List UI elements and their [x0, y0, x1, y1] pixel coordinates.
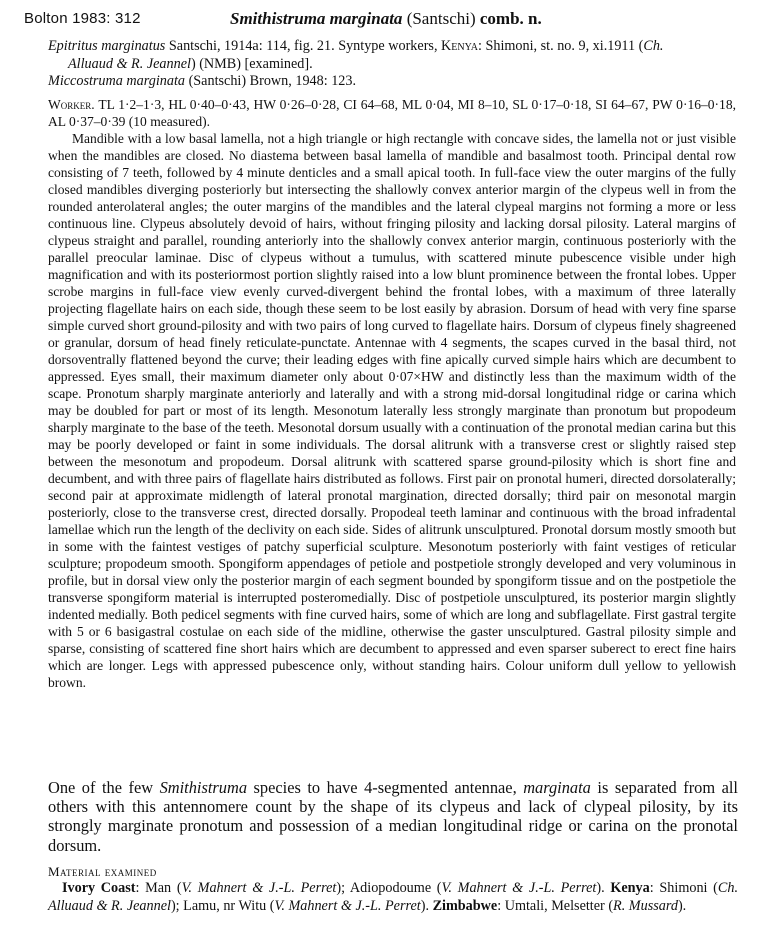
synonym-1-collector-a: Ch. [643, 38, 664, 54]
diagnostic-remark [48, 778, 738, 855]
collector: V. Mahnert & J.-L. Perret [274, 897, 421, 914]
description-body: Mandible with a low basal lamella, not a high triangle or high rectangle with concave sides, the lamella not or just visible when the mandibles are closed. No diastema between basal lamella of mandible and basalmost tooth. Principal dental row consisting of 7 teeth, followed by 4 minute denticles and a small apical tooth. In full-face view the outer margins of the fully closed mandibles diverging posteriorly but intersecting the shallowly convex anterior margin of the clypeus well in from the rounded anterolateral angles; the outer margins of the mandibles and the lateral clypeal margins not forming a more or less continuous line. Clypeus absolutely devoid of hairs, without fringing pilosity and lacking dorsal pilosity. Lateral margins of clypeus straight and parallel, rounding anteriorly into the shallowly convex anterior margin, continuous posteriorly with the parallel preocular laminae. Disc of clypeus without a tumulus, with scattered minute pubescence visible under high magnification and with its posteriormost portion slightly raised into a low blunt prominence between the frontal lobes. Upper scrobe margins in full-face view evenly curved-divergent behind the frontal lobes, with a maximum of three laterally projecting flagellate hairs on each side, though these seem to be lost easily by abrasion. Dorsum of head with very fine sparse simple curved short ground-pilosity and with two pairs of long curved to flagellate hairs. Dorsum of clypeus finely shagreened or granular, dorsum of head finely reticulate-punctate. Antennae with 4 segments, the scapes curved in the basal third, not dorsoventrally flattened beyond the curve; their leading edges with fine apically curved simple hairs which are decumbent to appressed. Eyes small, their maximum diameter only about 0·07×HW and distinctly less than the maximum width of the scape. Pronotum sharply marginate anteriorly and laterally and with a strong mid-dorsal longitudinal ridge or carina which may be doubled for part or most of its length. Mesonotum laterally less strongly marginate than pronotum but propodeum sharply marginate to the base of the teeth. Mesonotal dorsum usually with a continuation of the pronotal median carina but this may be poorly developed or faint in some individuals. The dorsal alitrunk with a transverse crest or slightly raised step between the mesonotum and propodeum. Dorsal alitrunk with scattered sparse ground-pilosity which is short fine and decumbent, and with three pairs of flagellate hairs distributed as follows. First pair on pronotal humeri, directed dorsolaterally; second pair at approximate midlength of lateral pronotal margination, directed dorsally; third pair on mesonotal margin posteriorly, close to the transverse crest, directed dorsally. Propodeal teeth laminar and continuous with the broad infradental lamellae which run the length of the declivity on each side. Sides of alitrunk unsculptured. Pronotal dorsum mostly smooth but in some with the faintest vestiges of patchy superficial sculpture. Mesonotum posteriorly with faint vestiges of reticular sculpture; propodeum smooth. Spongiform appendages of petiole and postpetiole strongly developed and very voluminous in profile, but in dorsal view only the posterior margin of each segment bounded by spongiform tissue and on the postpetiole the transverse spongiform material is interrupted posteromedially. Disc of postpetiole unsculptured, its posterior margin slightly indented medially. Both pedicel segments with fine curved hairs, some of which are long and subflagellate. First gastral tergite with 5 or 6 basigastral costulae on each side of the midline, otherwise the gaster unsculptured. Gastral pilosity simple and sparse, consisting of scattered fine short hairs which are decumbent to appressed and even sparser suberect to erect fine hairs which are longer. Legs with appressed pubescence only, without standing hairs. Colour uniform dull yellow to yellowish brown. [48, 131, 736, 690]
separator: ). [596, 880, 605, 896]
remark-species: marginata [523, 778, 591, 797]
remark-text-1: One of the few [48, 778, 154, 797]
synonym-1-locality: : Shimoni, st. no. 9, xi.1911 ( [477, 38, 644, 54]
collector: V. Mahnert & J.-L. Perret [181, 880, 337, 896]
worker-label: Worker. [48, 97, 95, 112]
source-citation: Bolton 1983: 312 [24, 10, 141, 27]
country-zimbabwe: Zimbabwe [432, 897, 498, 914]
synonymy-block [48, 38, 738, 91]
species-name: Smithistruma marginata [230, 9, 403, 28]
collector: Ch. Alluaud & R. Jeannel [48, 880, 739, 914]
country-ivory-coast: Ivory Coast [62, 880, 136, 896]
collector: R. Mussard [613, 897, 678, 914]
measurements [48, 96, 736, 130]
synonym-2 [48, 73, 738, 91]
separator: ). [420, 897, 430, 914]
synonym-1 [48, 38, 738, 56]
locality-shimoni: : Shimoni ( [649, 880, 718, 896]
synonym-1-country: Kenya [441, 38, 478, 54]
material-examined [48, 880, 738, 915]
synonym-1-name: Epitritus marginatus [48, 38, 166, 54]
remark-text-3: is separated from all others with this antennomere count by the shape of its clypeus and lack of clypeal pilosity, by its strongly marginate pronotum and possession of a median longitudinal ridge or carina on the pronotal dorsum. [48, 778, 738, 855]
species-author: (Santschi) [406, 9, 476, 28]
material-list [48, 880, 738, 915]
synonym-1-citation: Santschi, 1914a: 114, fig. 21. Syntype workers, [168, 38, 438, 54]
nomenclatural-status: comb. n. [479, 9, 542, 28]
country-kenya: Kenya [610, 880, 650, 896]
synonym-2-citation: (Santschi) Brown, 1948: 123. [188, 73, 357, 89]
measurement-values: TL 1·2–1·3, HL 0·40–0·43, HW 0·26–0·28, CI 64–68, ML 0·04, MI 8–10, SL 0·17–0·18, SI 64–67, PW 0·16–0·18, AL 0·37–0·39 (10 measured). [48, 97, 736, 129]
header [24, 10, 744, 32]
remark-genus: Smithistruma [159, 778, 248, 797]
synonym-1-depository: ) (NMB) [examined]. [190, 55, 313, 72]
locality-umtali: : Umtali, Melsetter ( [497, 897, 614, 914]
remark-text-2: species to have 4-segmented antennae, [253, 778, 517, 797]
collector: V. Mahnert & J.-L. Perret [441, 880, 597, 896]
synonym-1-continued [48, 56, 738, 74]
locality-adiopodoume: ); Adiopodoume ( [336, 880, 442, 896]
material-heading: Material examined [48, 864, 157, 879]
synonym-1-collector-b: Alluaud & R. Jeannel [68, 55, 191, 72]
worker-description [48, 96, 736, 691]
synonym-2-name: Miccostruma marginata [48, 73, 186, 89]
separator: ). [677, 897, 687, 914]
species-title [230, 9, 542, 29]
locality-lamu: ); Lamu, nr Witu ( [170, 897, 275, 914]
locality-man: : Man ( [135, 880, 182, 896]
